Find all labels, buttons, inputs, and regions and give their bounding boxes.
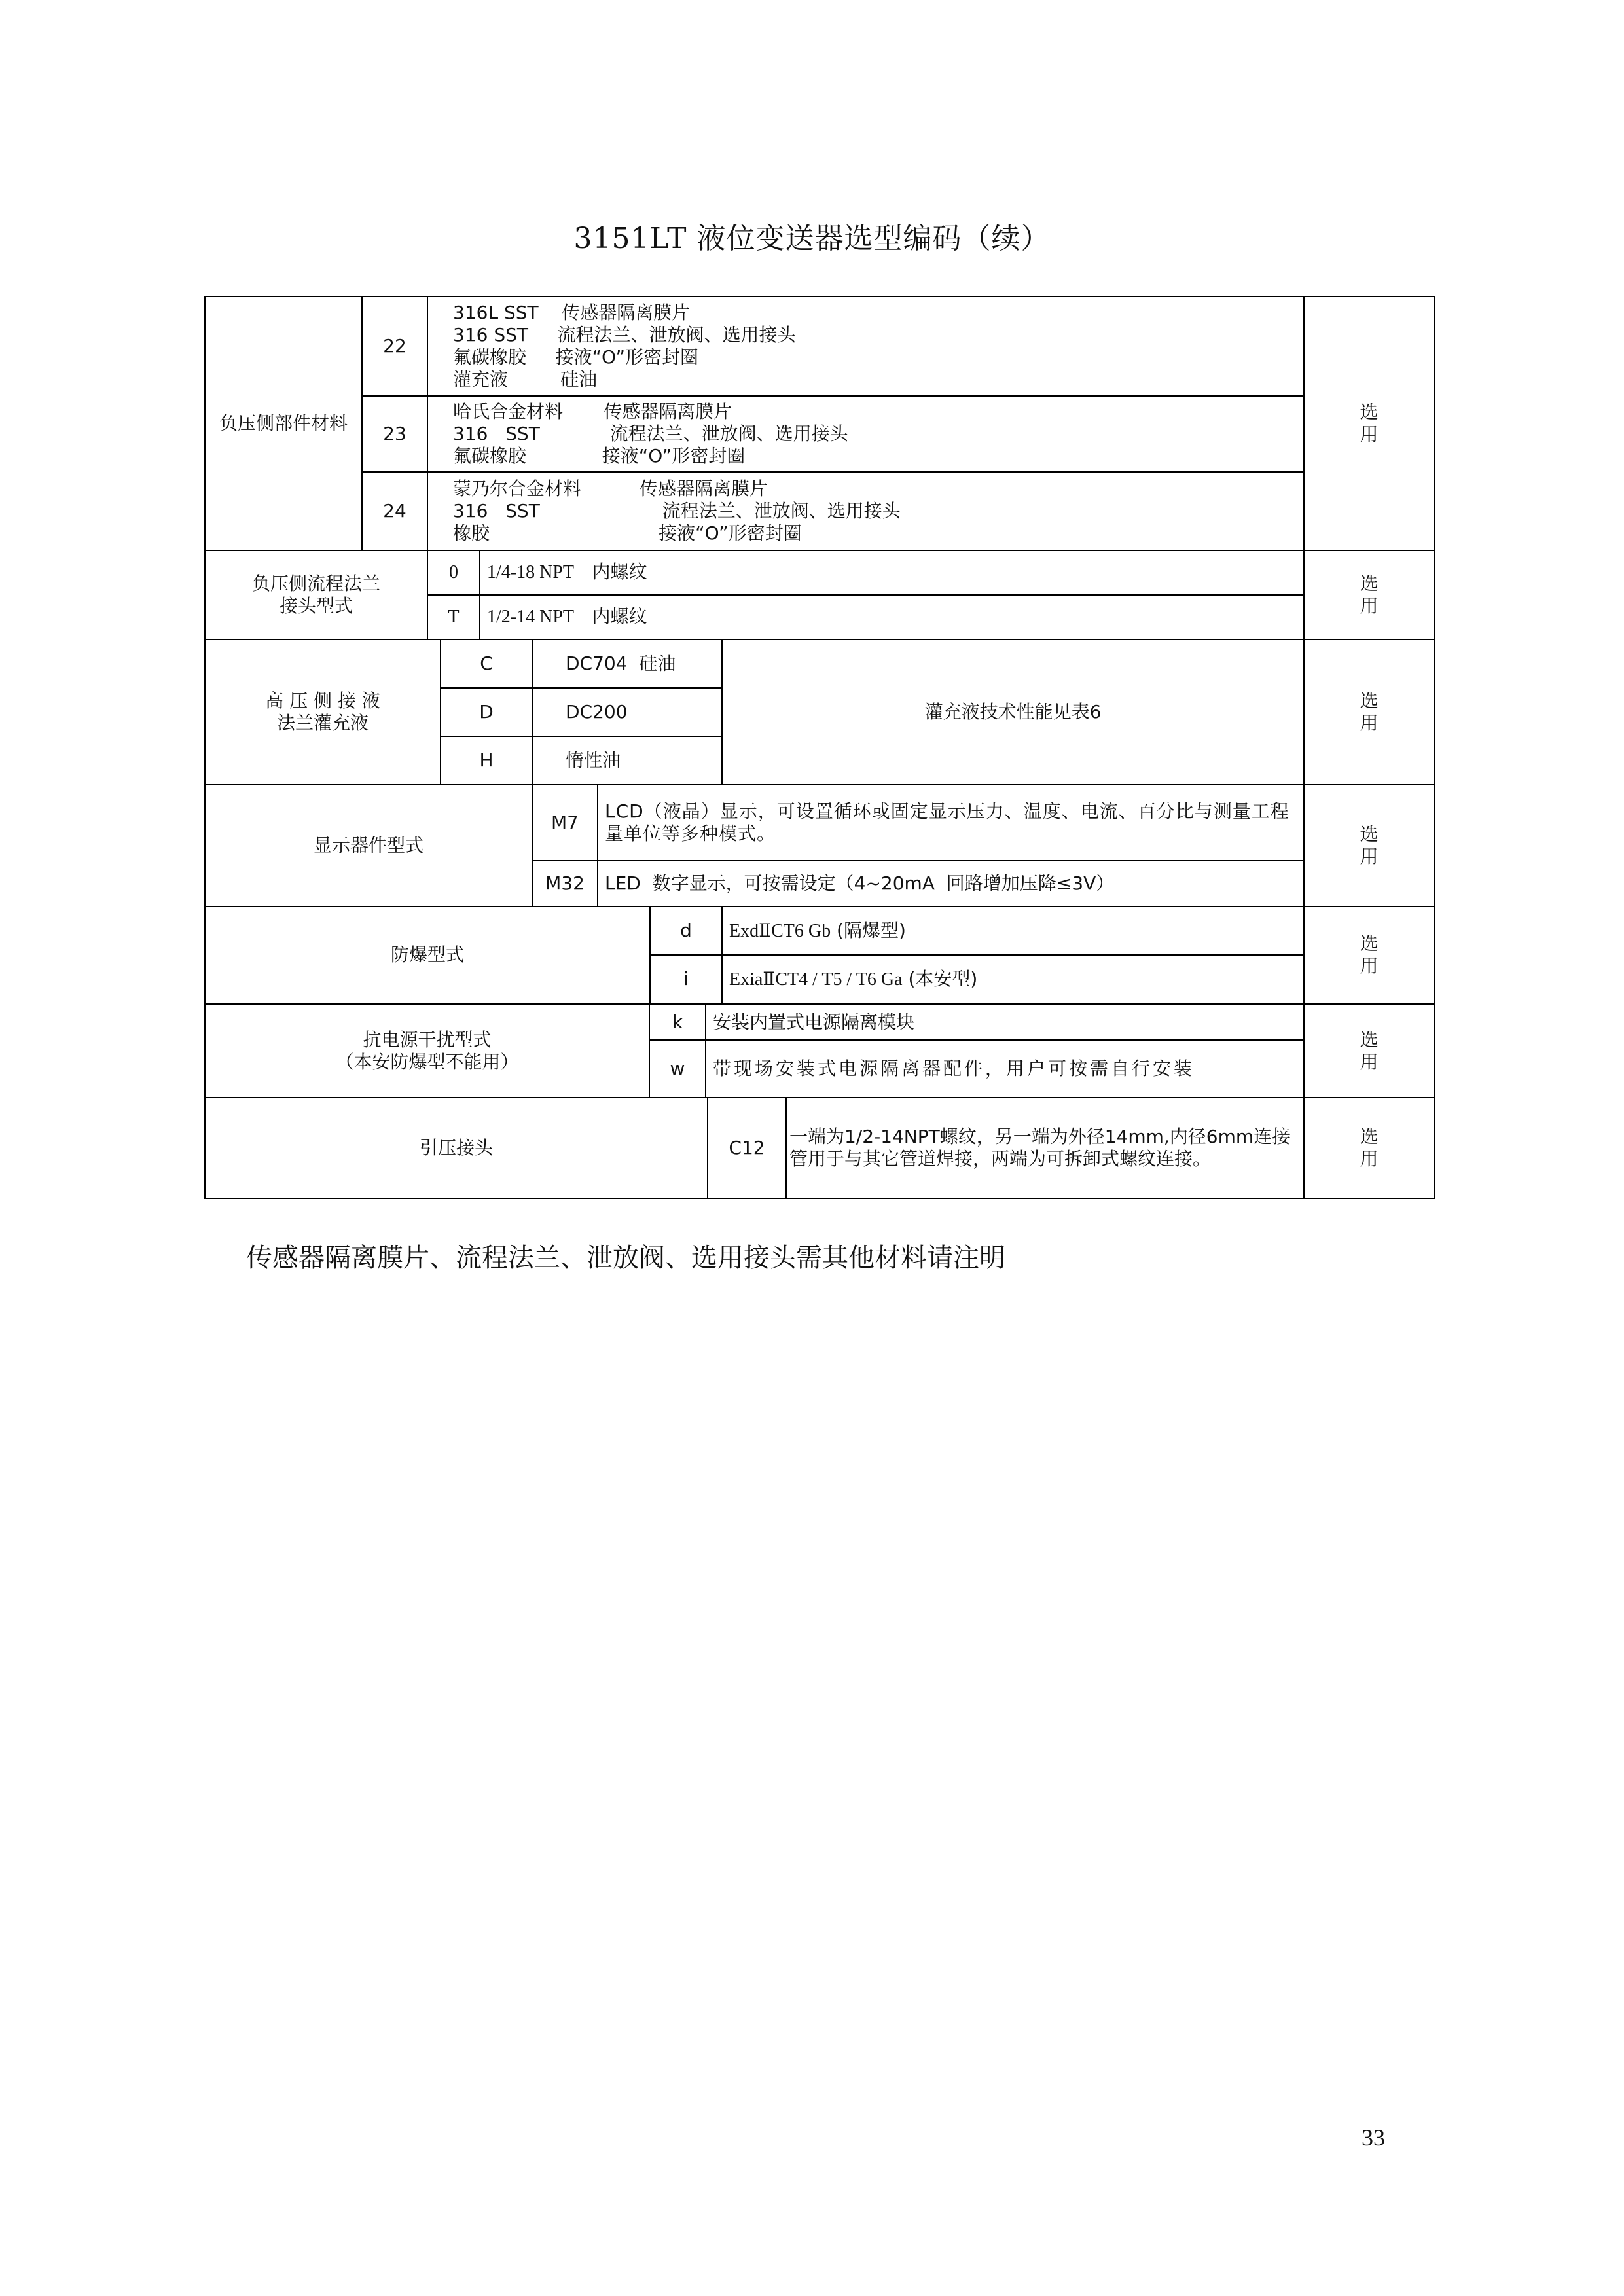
option-code: 0 (427, 550, 480, 595)
explosion-label: 防爆型式 (205, 906, 650, 1003)
page-number: 33 (1362, 2125, 1385, 2151)
display-desc: LED 数字显示，可按需设定（4~20mA 回路增加压降≤3V） (598, 861, 1304, 906)
option-code: 24 (362, 472, 427, 550)
material-desc: 316L SST 传感器隔离膜片 316 SST 流程法兰、泄放阀、选用接头 氟碳橡胶 接液“O”形密封圈 灌充液 硅油 (427, 296, 1304, 396)
explosion-desc: ExiaⅡCT4 / T5 / T6 Ga (本安型) (722, 955, 1304, 1003)
fill-desc: DC704 硅油 (532, 639, 722, 688)
table-row (205, 296, 1434, 396)
option-code: 22 (362, 296, 427, 396)
option-code: D (441, 688, 532, 736)
option-code: M7 (532, 785, 598, 861)
option-code: d (650, 906, 722, 955)
table-row (205, 472, 1434, 550)
interference-label: 抗电源干扰型式 （本安防爆型不能用） (205, 1005, 649, 1098)
material-desc: 哈氏合金材料 传感器隔离膜片 316 SST 流程法兰、泄放阀、选用接头 氟碳橡胶 接液“O”形密封圈 (427, 396, 1304, 472)
select-marker: 选 用 (1304, 1098, 1434, 1198)
option-code: w (649, 1040, 706, 1098)
option-code: k (649, 1005, 706, 1040)
table-row (205, 785, 1434, 861)
table-row (205, 396, 1434, 472)
flange-desc: 1/4-18 NPT 内螺纹 (480, 550, 1304, 595)
option-code: M32 (532, 861, 598, 906)
table-row (205, 550, 1434, 595)
select-marker: 选 用 (1304, 1005, 1434, 1098)
material-desc: 蒙乃尔合金材料 传感器隔离膜片 316 SST 流程法兰、泄放阀、选用接头 橡胶 接液“O”形密封圈 (427, 472, 1304, 550)
option-code: 23 (362, 396, 427, 472)
table-row (205, 639, 1434, 688)
table-row (205, 1098, 1434, 1198)
footnote: 传感器隔离膜片、流程法兰、泄放阀、选用接头需其他材料请注明 (246, 1243, 1005, 1273)
option-code: i (650, 955, 722, 1003)
select-marker: 选 用 (1304, 785, 1434, 906)
select-marker: 选 用 (1304, 296, 1434, 550)
option-code: C (441, 639, 532, 688)
fill-note: 灌充液技术性能见表6 (722, 639, 1304, 785)
table-row (205, 906, 1434, 955)
neg-flange-label: 负压侧流程法兰 接头型式 (205, 550, 427, 639)
selection-code-table-fitting (204, 1097, 1435, 1199)
flange-desc: 1/2-14 NPT 内螺纹 (480, 595, 1304, 639)
table-row (205, 1005, 1434, 1040)
option-code: C12 (708, 1098, 786, 1198)
select-marker: 选 用 (1304, 906, 1434, 1003)
high-fill-label: 高 压 侧 接 液 法兰灌充液 (205, 639, 441, 785)
fill-desc: 惰性油 (532, 736, 722, 785)
option-code: H (441, 736, 532, 785)
option-code: T (427, 595, 480, 639)
fitting-label: 引压接头 (205, 1098, 708, 1198)
interference-desc: 带现场安装式电源隔离器配件，用户可按需自行安装 (706, 1040, 1304, 1098)
select-marker: 选 用 (1304, 639, 1434, 785)
select-marker: 选 用 (1304, 550, 1434, 639)
interference-desc: 安装内置式电源隔离模块 (706, 1005, 1304, 1040)
selection-code-table (204, 296, 1435, 1004)
display-desc: LCD（液晶）显示，可设置循环或固定显示压力、温度、电流、百分比与测量工程量单位等多种模式。 (598, 785, 1304, 861)
display-label: 显示器件型式 (205, 785, 532, 906)
fitting-desc: 一端为1/2-14NPT螺纹，另一端为外径14mm,内径6mm连接管用于与其它管道焊接，两端为可拆卸式螺纹连接。 (786, 1098, 1304, 1198)
neg-material-label: 负压侧部件材料 (205, 296, 362, 550)
explosion-desc: ExdⅡCT6 Gb (隔爆型) (722, 906, 1304, 955)
selection-code-table-lower (204, 1004, 1435, 1098)
fill-desc: DC200 (532, 688, 722, 736)
page-title: 3151LT 液位变送器选型编码（续） (573, 222, 1051, 255)
